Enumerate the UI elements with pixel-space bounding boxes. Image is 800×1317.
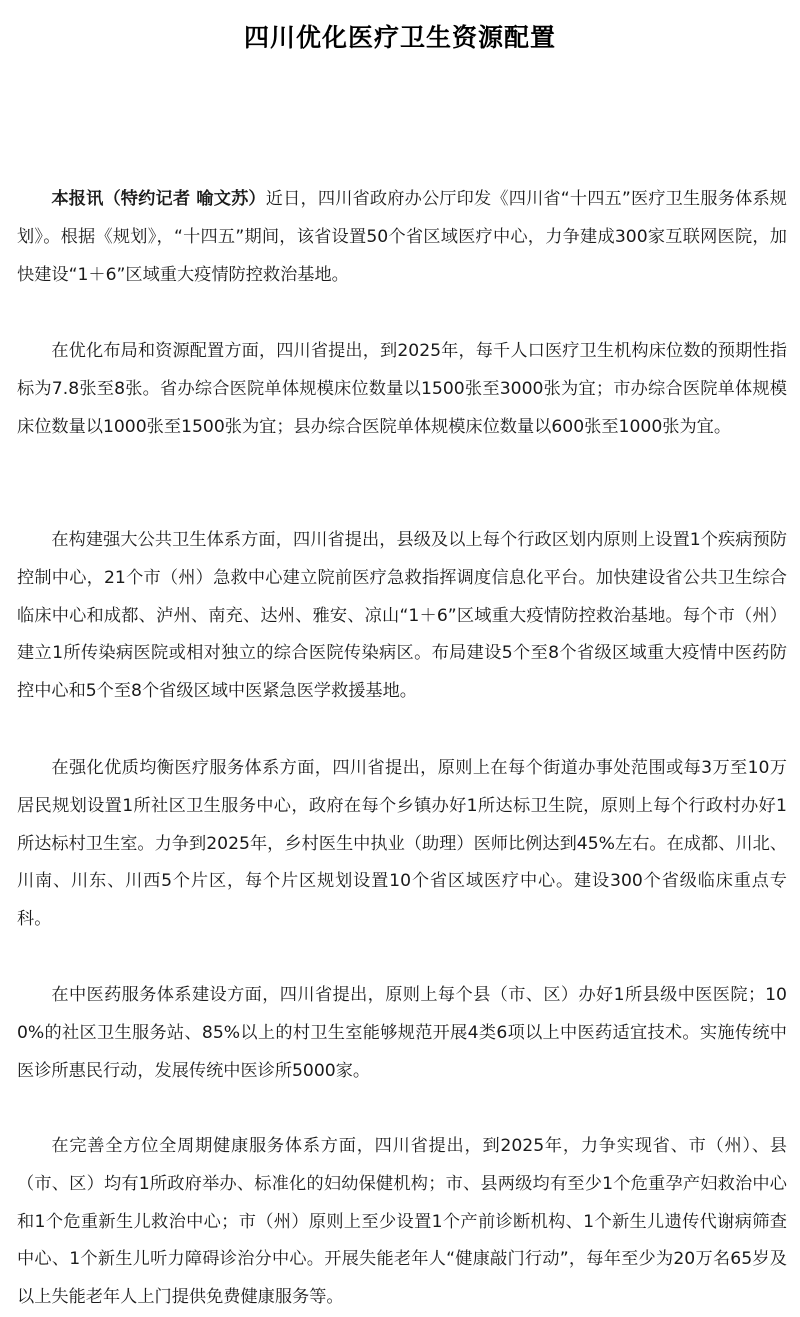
article-paragraph-6: 在完善全方位全周期健康服务体系方面，四川省提出，到2025年，力争实现省、市（州）、县（市、区）均有1所政府举办、标准化的妇幼保健机构；市、县两级均有至少1个危重孕产妇救治中心和1个危重新生儿救治中心；市（州）原则上至少设置1个产前诊断机构、1个新生儿遗传代谢病筛查中心、1个新生儿听力障碍诊治分中心。开展失能老年人“健康敲门行动”，每年至少为20万名65岁及以上失能老年人上门提供免费健康服务等。 <box>17 1136 787 1308</box>
article-paragraph-4: 在强化优质均衡医疗服务体系方面，四川省提出，原则上在每个街道办事处范围或每3万至10万居民规划设置1所社区卫生服务中心，政府在每个乡镇办好1所达标卫生院，原则上每个行政村办好1所达标村卫生室。力争到2025年，乡村医生中执业（助理）医师比例达到45%左右。在成都、川北、川南、川东、川西5个片区，每个片区规划设置10个省区域医疗中心。建设300个省级临床重点专科。 <box>17 758 787 930</box>
article-title: 四川优化医疗卫生资源配置 <box>243 23 556 52</box>
byline: 本报讯（特约记者 喻文苏） <box>51 189 266 209</box>
paragraph-1-text: 近日，四川省政府办公厅印发《四川省“十四五”医疗卫生服务体系规划》。根据《规划》，“十四五”期间，该省设置50个省区域医疗中心，力争建成300家互联网医院，加快建设“1＋6”区域重大疫情防控救治基地。 <box>17 189 787 285</box>
article-paragraph-5: 在中医药服务体系建设方面，四川省提出，原则上每个县（市、区）办好1所县级中医医院；100%的社区卫生服务站、85%以上的村卫生室能够规范开展4类6项以上中医药适宜技术。实施传统中医诊所惠民行动，发展传统中医诊所5000家。 <box>17 985 787 1081</box>
article-paragraph-1 <box>17 181 787 294</box>
article-paragraph-3: 在构建强大公共卫生体系方面，四川省提出，县级及以上每个行政区划内原则上设置1个疾病预防控制中心，21个市（州）急救中心建立院前医疗急救指挥调度信息化平台。加快建设省公共卫生综合临床中心和成都、泸州、南充、达州、雅安、凉山“1＋6”区域重大疫情防控救治基地。每个市（州）建立1所传染病医院或相对独立的综合医院传染病区。布局建设5个至8个省级区域重大疫情中医药防控中心和5个至8个省级区域中医紧急医学救援基地。 <box>17 530 787 702</box>
article-paragraph-2: 在优化布局和资源配置方面，四川省提出，到2025年，每千人口医疗卫生机构床位数的预期性指标为7.8张至8张。省办综合医院单体规模床位数量以1500张至3000张为宜；市办综合医院单体规模床位数量以1000张至1500张为宜；县办综合医院单体规模床位数量以600张至1000张为宜。 <box>17 341 787 437</box>
